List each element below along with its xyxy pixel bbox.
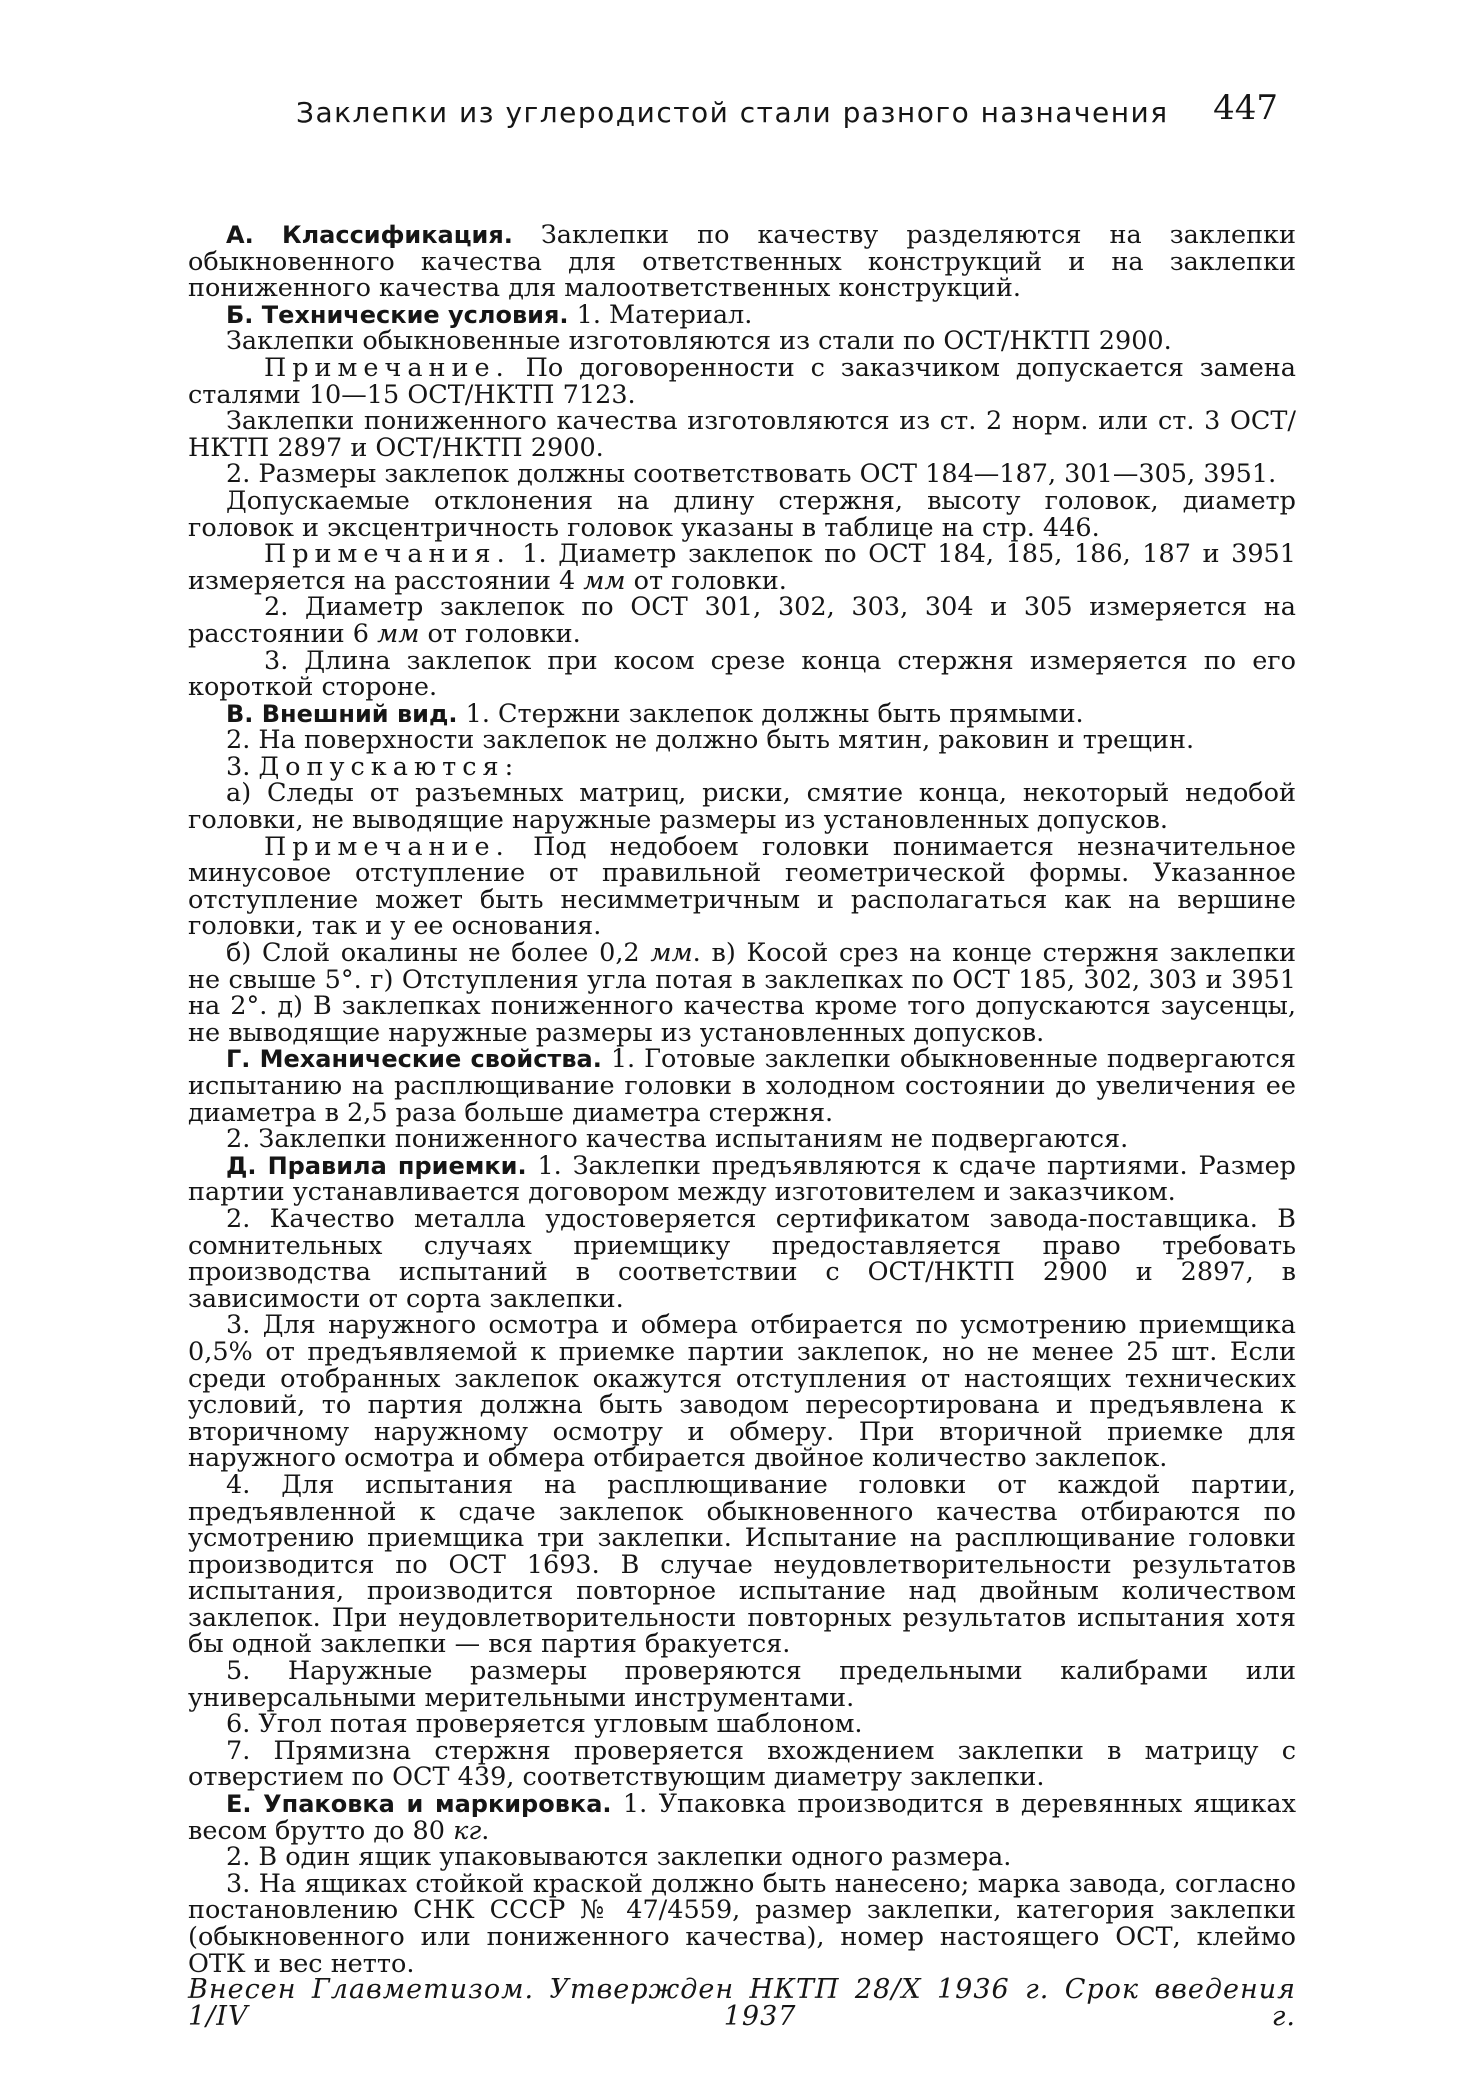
note: 3. Длина заклепок при косом срезе конца стержня измеряется по его короткой стороне. xyxy=(188,645,1296,703)
note: Примечание. По договоренности с заказчиком допускается замена сталями 10—15 ОСТ/НКТП 7123. xyxy=(188,352,1296,410)
paragraph: 3. Для наружного осмотра и обмера отбирается по усмотрению приемщика 0,5% от предъявляемой к приемке партии заклепок, но не менее 25 шт. Если среди отобранных заклепок окажутся отступления от настоящих технических условий, то партия должна быть заводом пересортирована и предъявлена к вторичному наружному осмотру и обмеру. При вторичной приемке для наружного осмотра и обмера отбирается двойное количество заклепок. xyxy=(188,1310,1296,1474)
note: 2. Диаметр заклепок по ОСТ 301, 302, 303, 304 и 305 измеряется на расстоянии 6 мм от головки. xyxy=(188,592,1296,649)
paragraph: Заклепки пониженного качества изготовляются из ст. 2 норм. или ст. 3 ОСТ/НКТП 2897 и ОСТ/НКТП 2900. xyxy=(188,406,1296,463)
paragraph: 4. Для испытания на расплющивание головки от каждой партии, предъявленной к сдаче заклепок обыкновенного качества отбираются по усмотрению приемщика три заклепки. Испытание на расплющивание головки производится по ОСТ 1693. В случае неудовлетворительности результатов испытания, производится повторное испытание над двойным количеством заклепок. При неудовлетворительности повторных результатов испытания хотя бы одной заклепки — вся партия бракуется. xyxy=(188,1469,1296,1660)
paragraph: 2. Заклепки пониженного качества испытаниям не подвергаются. xyxy=(226,1124,1129,1155)
note-label: Примечание. xyxy=(264,831,510,862)
section-heading: Б. Технические условия. xyxy=(226,300,569,329)
section-heading: Г. Механические свойства. xyxy=(226,1045,602,1074)
page-header xyxy=(188,88,1296,162)
section-heading: Д. Правила приемки. xyxy=(226,1151,527,1180)
paragraph: А. Классификация. Заклепки по качеству разделяются на заклепки обыкновенного качества для ответственных конструкций и на заклепки пониженного качества для малоответственных конструкций. xyxy=(188,220,1296,304)
page-number: 447 xyxy=(1213,88,1278,128)
paragraph: Допускаемые отклонения на длину стержня, высоту головок, диаметр головок и эксцентричность головок указаны в таблице на стр. 446. xyxy=(188,485,1296,543)
paragraph: 5. Наружные размеры проверяются предельными калибрами или универсальными мерительными инструментами. xyxy=(188,1656,1296,1713)
section-heading: Е. Упаковка и маркировка. xyxy=(226,1790,612,1819)
document-page xyxy=(0,88,1476,2096)
paragraph: 2. Качество металла удостоверяется сертификатом завода-поставщика. В сомнительных случаях приемщику предоставляется право требовать производства испытаний в соответствии с ОСТ/НКТП 2900 и 2897, в зависимости от сорта заклепки. xyxy=(188,1203,1296,1314)
running-title: Заклепки из углеродистой стали разного назначения xyxy=(296,96,1169,129)
note: Примечания. 1. Диаметр заклепок по ОСТ 184, 185, 186, 187 и 3951 измеряется на расстоянии 4 мм от головки. xyxy=(188,539,1296,596)
paragraph: 3. Допускаются: xyxy=(226,751,520,782)
note-label: Примечания. xyxy=(264,539,511,570)
paragraph: 2. На поверхности заклепок не должно быть мятин, раковин и трещин. xyxy=(226,725,1195,756)
paragraph: Е. Упаковка и маркировка. 1. Упаковка производится в деревянных ящиках весом брутто до 80 кг. xyxy=(188,1789,1296,1846)
paragraph: Д. Правила приемки. 1. Заклепки предъявляются к сдаче партиями. Размер партии устанавливается договором между изготовителем и заказчиком. xyxy=(188,1150,1297,1208)
paragraph: б) Слой окалины не более 0,2 мм. в) Косой срез на конце стержня заклепки не свыше 5°. г) Отступления угла потая в заклепках по ОСТ 185, 302, 303 и 3951 на 2°. д) В заклепках пониженного качества кроме того допускаются заусенцы, не выводящие наружные размеры из установленных допусков. xyxy=(188,938,1297,1048)
note-label: Примечание. xyxy=(264,352,510,383)
paragraph: 3. На ящиках стойкой краской должно быть нанесено; марка завода, согласно постановлению СНК СССР № 47/4559, размер заклепки, категория заклепки (обыкновенного или пониженного качества), номер настоящего ОСТ, клеймо ОТК и вес нетто. xyxy=(188,1868,1296,1979)
paragraph: Г. Механические свойства. 1. Готовые заклепки обыкновенные подвергаются испытанию на расплющивание головки в холодном состоянии до увеличения ее диаметра в 2,5 раза больше диаметра стержня. xyxy=(188,1044,1296,1128)
paragraph: 7. Прямизна стержня проверяется вхождением заклепки в матрицу с отверстием по ОСТ 439, соответствующим диаметру заклепки. xyxy=(188,1735,1296,1793)
section-heading: В. Внешний вид. xyxy=(226,699,458,728)
section-heading: А. Классификация. xyxy=(226,221,513,249)
paragraph: 2. В один ящик упаковываются заклепки одного размера. xyxy=(226,1842,1012,1873)
paragraph: а) Следы от разъемных матриц, риски, смятие конца, некоторый недобой головки, не выводящие наружные размеры из установленных допусков. xyxy=(188,778,1296,836)
paragraph: 6. Угол потая проверяется угловым шаблоном. xyxy=(226,1709,863,1740)
approval-footer: Внесен Главметизом. Утвержден НКТП 28/X 1936 г. Срок введения 1/IV 1937 г. xyxy=(188,1974,1296,2032)
body-text xyxy=(188,222,1296,2030)
paragraph: В. Внешний вид. 1. Стержни заклепок должны быть прямыми. xyxy=(226,698,1084,729)
paragraph: Б. Технические условия. 1. Материал. xyxy=(226,299,753,330)
paragraph: 2. Размеры заклепок должны соответствовать ОСТ 184—187, 301—305, 3951. xyxy=(226,459,1277,490)
paragraph: Заклепки обыкновенные изготовляются из стали по ОСТ/НКТП 2900. xyxy=(226,326,1172,357)
note: Примечание. Под недобоем головки понимается незначительное минусовое отступление от правильной геометрической формы. Указанное отступление может быть несимметричным и располагаться как на вершине головки, так и у ее основания. xyxy=(188,831,1296,942)
